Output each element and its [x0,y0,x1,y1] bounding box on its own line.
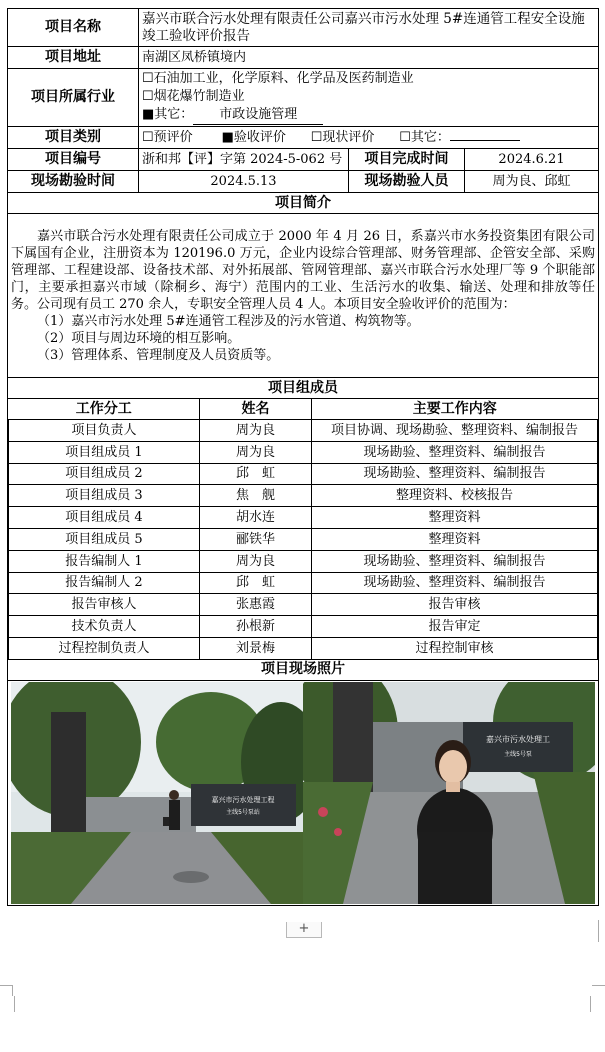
member-row [9,463,598,485]
intro-item: （2）项目与周边环境的相互影响。 [37,330,241,346]
checkbox-unchecked-icon: ☐ [142,130,154,145]
member-work: 现场勘验、整理资料、编制报告 [312,441,598,463]
category-option-text: 其它： [410,130,450,145]
member-name: 周为良 [200,550,312,572]
member-row [9,550,598,572]
checkbox-unchecked-icon: ☐ [142,71,154,86]
complete-time-value: 2024.6.21 [465,149,599,171]
member-work: 报告审定 [312,616,598,638]
members-header-name: 姓名 [200,399,312,420]
page-corner-mark [598,920,599,942]
category-option-3 [311,130,375,145]
members-header-work: 主要工作内容 [312,399,598,420]
photos-title: 项目现场照片 [8,659,599,680]
member-name: 邱 虹 [200,572,312,594]
member-name: 周为良 [200,441,312,463]
checkbox-checked-icon: ■ [221,130,234,145]
industry-option-2 [142,88,595,106]
member-row [9,594,598,616]
member-row [9,637,598,658]
member-name: 焦 舰 [200,485,312,507]
site-photo-gate [11,682,303,904]
member-row [9,420,598,442]
member-role: 项目组成员 5 [9,528,200,550]
members-header-role: 工作分工 [9,399,200,420]
member-name: 邱 虹 [200,463,312,485]
member-row [9,572,598,594]
intro-item: （3）管理体系、管理制度及人员资质等。 [37,347,280,363]
site-photo-gate-image [11,682,303,904]
site-photo-person [303,682,595,904]
survey-time-value: 2024.5.13 [139,171,349,193]
member-name: 孙根新 [200,616,312,638]
member-work: 现场勘验、整理资料、编制报告 [312,463,598,485]
industry-option-3 [142,106,595,125]
member-name: 张惠霞 [200,594,312,616]
checkbox-checked-icon: ■ [142,107,155,122]
category-option-1 [142,130,193,145]
sign-text-line-1: 嘉兴市污水处理工程 [211,795,275,804]
project-address-value: 南湖区凤桥镇境内 [139,47,599,69]
member-name: 胡水连 [200,507,312,529]
member-role: 过程控制负责人 [9,637,200,658]
survey-staff-value: 周为良、邱虹 [465,171,599,193]
member-role: 项目组成员 2 [9,463,200,485]
member-work: 整理资料 [312,528,598,550]
members-title: 项目组成员 [8,378,599,399]
member-name: 郦铁华 [200,528,312,550]
members-rows [9,420,598,659]
category-other-fill [450,140,520,141]
project-name-value: 嘉兴市联合污水处理有限责任公司嘉兴市污水处理 5#连通管工程安全设施竣工验收评价报告 [139,9,599,47]
member-role: 报告审核人 [9,594,200,616]
project-name-label: 项目名称 [8,9,139,47]
industry-option-text: 石油加工业，化学原料、化学品及医药制造业 [153,71,414,86]
member-row [9,485,598,507]
industry-options [139,69,599,127]
complete-time-label: 项目完成时间 [349,149,465,171]
page-corner-mark [0,985,13,996]
category-option-text: 现状评价 [322,130,375,145]
project-address-label: 项目地址 [8,47,139,69]
members-table [8,399,598,659]
category-options [139,127,599,149]
category-option-text: 验收评价 [233,130,286,145]
member-work: 整理资料 [312,507,598,529]
sign-text-line-2: 主线5号泵站 [226,808,260,816]
member-work: 现场勘验、整理资料、编制报告 [312,550,598,572]
member-role: 项目组成员 3 [9,485,200,507]
photos-cell [8,680,599,905]
site-photo-person-image [303,682,595,904]
member-work: 报告审核 [312,594,598,616]
survey-staff-label: 现场勘验人员 [349,171,465,193]
industry-option-text: 其它： [154,107,194,122]
sign2-text-line-1: 嘉兴市污水处理工 [486,734,551,744]
intro-item: （1）嘉兴市污水处理 5#连通管工程涉及的污水管道、构筑物等。 [37,313,420,329]
checkbox-unchecked-icon: ☐ [399,130,411,145]
member-role: 报告编制人 1 [9,550,200,572]
project-info-table [7,8,599,906]
industry-other-fill: 市政设施管理 [193,106,323,125]
members-table-wrapper [8,399,599,660]
member-role: 报告编制人 2 [9,572,200,594]
checkbox-unchecked-icon: ☐ [142,89,154,104]
member-name: 周为良 [200,420,312,442]
page-corner-mark [590,996,591,1012]
project-number-value: 浙和邦【评】字第 2024-5-062 号 [139,149,349,171]
photos-row [11,682,595,904]
sign2-text-line-2: 主线5号泵 [504,750,532,758]
member-row [9,616,598,638]
industry-option-text: 烟花爆竹制造业 [153,89,245,104]
member-role: 项目组成员 1 [9,441,200,463]
category-option-2 [222,130,286,145]
intro-paragraph: 嘉兴市联合污水处理有限责任公司成立于 2000 年 4 月 26 日，系嘉兴市水务投资集团有限公司下属国有企业，注册资本为 120196.0 万元，企业内设综合管理部、财务管理部、企管安全部、采购管理部、工程建设部、设备技术部、对外拓展部、管网管理部、嘉兴市联合污水处理厂等 9 个职能部门，主要承担嘉兴市域（除桐乡、海宁）范围内的工业、生活污水的收集、输送、处理和排放等任务。公司现有员工 270 余人，专职安全管理人员 4 人。本项目安全验收评价的范围为： [11,228,596,312]
member-name: 刘景梅 [200,637,312,658]
member-row [9,441,598,463]
member-work: 现场勘验、整理资料、编制报告 [312,572,598,594]
category-option-text: 预评价 [153,130,193,145]
member-work: 项目协调、现场勘验、整理资料、编制报告 [312,420,598,442]
member-role: 技术负责人 [9,616,200,638]
intro-title: 项目简介 [8,193,599,214]
project-number-label: 项目编号 [8,149,139,171]
intro-body [8,214,599,378]
page-corner-mark [14,996,15,1012]
member-work: 整理资料、校核报告 [312,485,598,507]
member-role: 项目组成员 4 [9,507,200,529]
add-page-button[interactable]: + [286,922,322,938]
survey-time-label: 现场勘验时间 [8,171,139,193]
industry-option-1 [142,70,595,88]
page-corner-mark [592,985,605,996]
checkbox-unchecked-icon: ☐ [310,130,323,145]
member-role: 项目负责人 [9,420,200,442]
member-row [9,507,598,529]
category-label: 项目类别 [8,127,139,149]
category-option-4 [399,130,520,145]
industry-label: 项目所属行业 [8,69,139,127]
member-row [9,528,598,550]
member-work: 过程控制审核 [312,637,598,658]
